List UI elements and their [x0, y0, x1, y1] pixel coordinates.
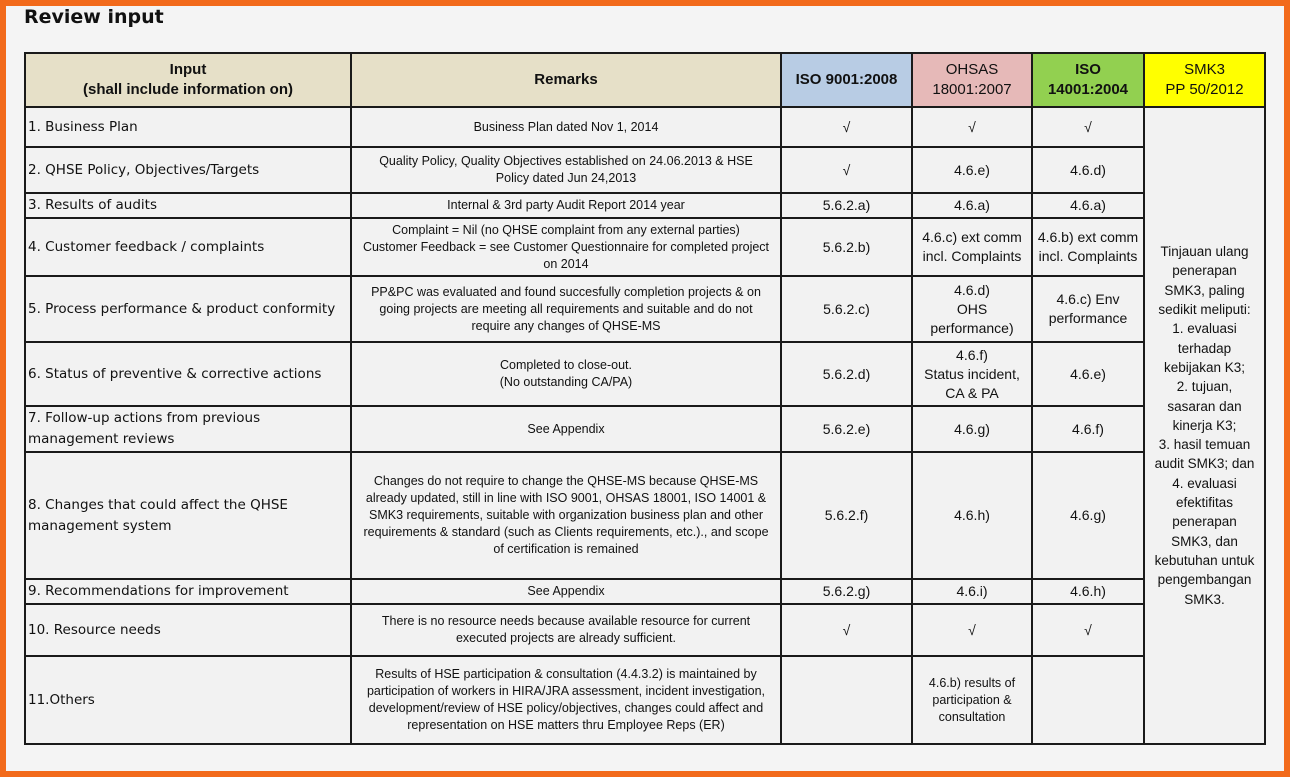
iso9001-cell: 5.6.2.e): [781, 406, 912, 452]
iso9001-cell: √: [781, 604, 912, 656]
header-row: [25, 53, 1265, 107]
iso14001-cell: √: [1032, 107, 1144, 147]
input-cell: 5. Process performance & product conformity: [25, 276, 351, 342]
iso14001-cell: 4.6.a): [1032, 193, 1144, 218]
iso9001-cell: √: [781, 107, 912, 147]
table-row: [25, 147, 1265, 193]
iso14001-cell: 4.6.b) ext comm incl. Complaints: [1032, 218, 1144, 276]
input-cell: 1. Business Plan: [25, 107, 351, 147]
input-cell: 4. Customer feedback / complaints: [25, 218, 351, 276]
input-cell: 2. QHSE Policy, Objectives/Targets: [25, 147, 351, 193]
iso9001-cell: 5.6.2.a): [781, 193, 912, 218]
remarks-cell: Business Plan dated Nov 1, 2014: [351, 107, 781, 147]
remarks-cell: See Appendix: [351, 579, 781, 604]
ohsas-cell: 4.6.f) Status incident, CA & PA: [912, 342, 1032, 406]
input-cell: 9. Recommendations for improvement: [25, 579, 351, 604]
remarks-cell: Quality Policy, Quality Objectives established on 24.06.2013 & HSE Policy dated Jun 24,2013: [351, 147, 781, 193]
table-row: [25, 579, 1265, 604]
ohsas-cell: 4.6.b) results of participation & consultation: [912, 656, 1032, 744]
input-cell: 11.Others: [25, 656, 351, 744]
iso9001-cell: √: [781, 147, 912, 193]
ohsas-cell: 4.6.h): [912, 452, 1032, 579]
iso14001-cell: [1032, 656, 1144, 744]
header-smk3: SMK3 PP 50/2012: [1144, 53, 1265, 107]
header-iso14001: ISO 14001:2004: [1032, 53, 1144, 107]
ohsas-cell: √: [912, 107, 1032, 147]
iso14001-cell: 4.6.d): [1032, 147, 1144, 193]
table-row: [25, 107, 1265, 147]
input-cell: 7. Follow-up actions from previous management reviews: [25, 406, 351, 452]
remarks-cell: PP&PC was evaluated and found succesfully completion projects & on going projects are meeting all requirements and suitable and do not require any changes of QHSE-MS: [351, 276, 781, 342]
table-row: [25, 604, 1265, 656]
table-row: [25, 218, 1265, 276]
table-row: [25, 452, 1265, 579]
header-iso9001: ISO 9001:2008: [781, 53, 912, 107]
iso14001-cell: 4.6.g): [1032, 452, 1144, 579]
table-row: [25, 656, 1265, 744]
iso9001-cell: 5.6.2.g): [781, 579, 912, 604]
ohsas-cell: 4.6.i): [912, 579, 1032, 604]
iso14001-cell: 4.6.h): [1032, 579, 1144, 604]
iso14001-cell: √: [1032, 604, 1144, 656]
iso9001-cell: 5.6.2.d): [781, 342, 912, 406]
iso9001-cell: 5.6.2.f): [781, 452, 912, 579]
review-input-table: [24, 52, 1266, 745]
input-cell: 8. Changes that could affect the QHSE management system: [25, 452, 351, 579]
input-cell: 10. Resource needs: [25, 604, 351, 656]
remarks-cell: Results of HSE participation & consultation (4.4.3.2) is maintained by participation of workers in HIRA/JRA assessment, incident investigation, development/review of HSE policy/objectives, changes could affect and representation on HSE matters thru Employee Reps (ER): [351, 656, 781, 744]
remarks-cell: There is no resource needs because available resource for current executed projects are already sufficient.: [351, 604, 781, 656]
ohsas-cell: 4.6.g): [912, 406, 1032, 452]
table-row: [25, 276, 1265, 342]
header-input: Input (shall include information on): [25, 53, 351, 107]
header-ohsas: OHSAS 18001:2007: [912, 53, 1032, 107]
iso14001-cell: 4.6.c) Env performance: [1032, 276, 1144, 342]
ohsas-cell: √: [912, 604, 1032, 656]
page-title: Review input: [24, 6, 164, 28]
iso9001-cell: 5.6.2.b): [781, 218, 912, 276]
ohsas-cell: 4.6.e): [912, 147, 1032, 193]
input-cell: 6. Status of preventive & corrective actions: [25, 342, 351, 406]
iso9001-cell: [781, 656, 912, 744]
header-remarks: Remarks: [351, 53, 781, 107]
table-row: [25, 342, 1265, 406]
ohsas-cell: 4.6.c) ext comm incl. Complaints: [912, 218, 1032, 276]
input-cell: 3. Results of audits: [25, 193, 351, 218]
ohsas-cell: 4.6.a): [912, 193, 1032, 218]
smk3-cell: Tinjauan ulang penerapan SMK3, paling sedikit meliputi: 1. evaluasi terhadap kebijakan K3; 2. tujuan, sasaran dan kinerja K3; 3. hasil temuan audit SMK3; dan 4. evaluasi efektifitas penerapan SMK3, dan kebutuhan untuk pengembangan SMK3.: [1144, 107, 1265, 744]
table-row: [25, 193, 1265, 218]
remarks-cell: Complaint = Nil (no QHSE complaint from any external parties) Customer Feedback = see Customer Questionnaire for completed project on 2014: [351, 218, 781, 276]
remarks-cell: See Appendix: [351, 406, 781, 452]
iso9001-cell: 5.6.2.c): [781, 276, 912, 342]
table-row: [25, 406, 1265, 452]
remarks-cell: Completed to close-out. (No outstanding CA/PA): [351, 342, 781, 406]
iso14001-cell: 4.6.e): [1032, 342, 1144, 406]
remarks-cell: Internal & 3rd party Audit Report 2014 year: [351, 193, 781, 218]
ohsas-cell: 4.6.d) OHS performance): [912, 276, 1032, 342]
remarks-cell: Changes do not require to change the QHSE-MS because QHSE-MS already updated, still in line with ISO 9001, OHSAS 18001, ISO 14001 & SMK3 requirements, suitable with organization business plan and other requirements & standard (such as Clients requirements, etc.)., and scope of certification is remained: [351, 452, 781, 579]
iso14001-cell: 4.6.f): [1032, 406, 1144, 452]
